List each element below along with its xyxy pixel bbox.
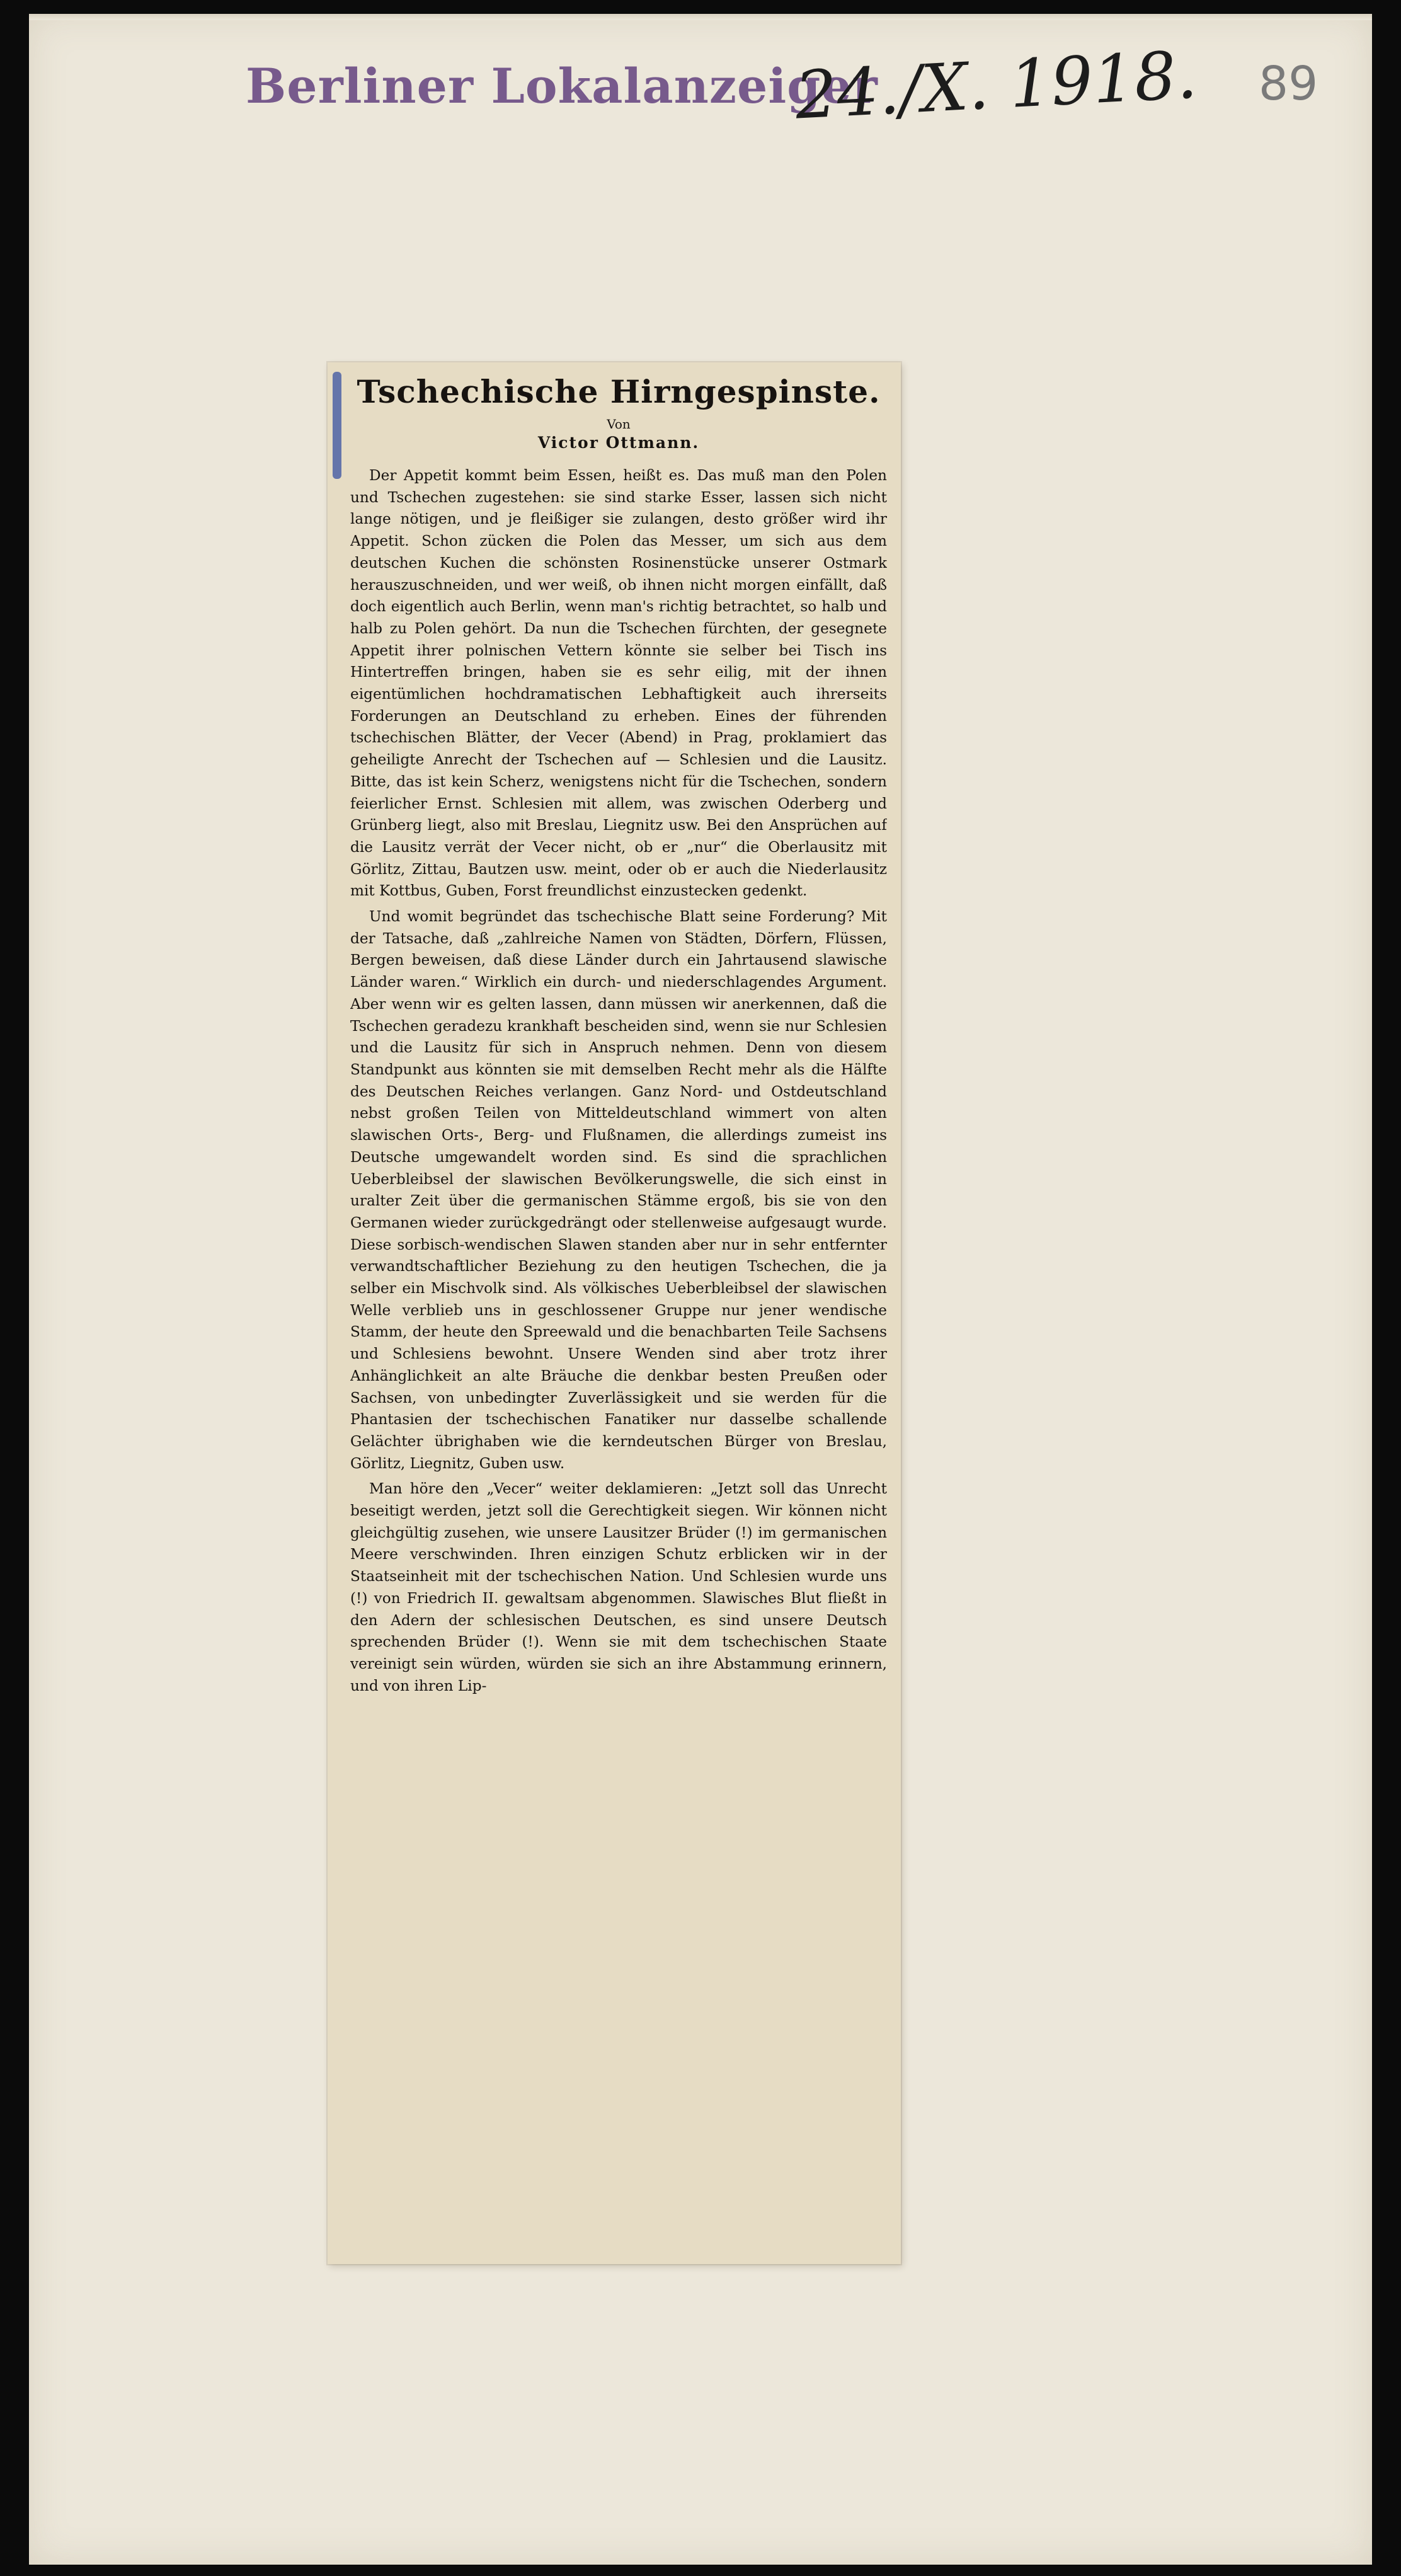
article-headline: Tschechische Hirngespinste.: [357, 373, 881, 410]
blue-pencil-mark: [333, 372, 341, 479]
article: [350, 372, 887, 2256]
byline-prefix: Von: [607, 417, 631, 432]
handwritten-date: 24./X. 1918.: [793, 36, 1199, 134]
article-paragraph: Und womit begründet das tschechische Blatt seine Forderung? Mit der Tatsache, daß „zahlreiche Namen von Städten, Dörfern, Flüssen, Bergen beweisen, daß diese Länder durch ein Jahrtausend slawische Länder waren.“ Wirklich ein durch- und niederschlagendes Argument. Aber wenn wir es gelten lassen, dann müssen wir anerkennen, daß die Tschechen geradezu krankhaft bescheiden sind, wenn sie nur Schlesien und die Lausitz für sich in Anspruch nehmen. Denn von diesem Standpunkt aus könnten sie mit demselben Recht mehr als die Hälfte des Deutschen Reiches verlangen. Ganz Nord- und Ostdeutschland nebst großen Teilen von Mitteldeutschland wimmert von alten slawischen Orts-, Berg- und Flußnamen, die allerdings zumeist ins Deutsche umgewandelt worden sind. Es sind die sprachlichen Ueberbleibsel der slawischen Bevölkerungswelle, die sich einst in uralter Zeit über die germanischen Stämme ergoß, bis sie von den Germanen wieder zurückgedrängt oder stellenweise aufgesaugt wurde. Diese sorbisch-wendischen Slawen standen aber nur in sehr entfernter verwandtschaftlicher Beziehung zu den heutigen Tschechen, die ja selber ein Mischvolk sind. Als völkisches Ueberbleibsel der slawischen Welle verblieb uns in geschlossener Gruppe nur jener wendische Stamm, der heute den Spreewald und die benachbarten Teile Sachsens und Schlesiens bewohnt. Unsere Wenden sind aber trotz ihrer Anhänglichkeit an alte Bräuche die denkbar besten Preußen oder Sachsen, von unbedingter Zuverlässigkeit und sie werden für die Phantasien der tschechischen Fanatiker nur dasselbe schallende Gelächter übrighaben wie die kerndeutschen Bürger von Breslau, Görlitz, Liegnitz, Guben usw.: [350, 908, 887, 1472]
article-paragraph: Der Appetit kommt beim Essen, heißt es. Das muß man den Polen und Tschechen zugestehen: sie sind starke Esser, lassen sich nicht lange nötigen, und je fleißiger sie zulangen, desto größer wird ihr Appetit. Schon zücken die Polen das Messer, um sich aus dem deutschen Kuchen die schönsten Rosinenstücke unserer Ostmark herauszuschneiden, und wer weiß, ob ihnen nicht morgen einfällt, daß doch eigentlich auch Berlin, wenn man's richtig betrachtet, so halb und halb zu Polen gehört. Da nun die Tschechen fürchten, der gesegnete Appetit ihrer polnischen Vettern könnte sie selber bei Tisch ins Hintertreffen bringen, haben sie es sehr eilig, mit der ihnen eigentümlichen hochdramatischen Lebhaftigkeit auch ihrerseits Forderungen an Deutschland zu erheben. Eines der führenden tschechischen Blätter, der Vecer (Abend) in Prag, proklamiert das geheiligte Anrecht der Tschechen auf — Schlesien und die Lausitz. Bitte, das ist kein Scherz, wenigstens nicht für die Tschechen, sondern feierlicher Ernst. Schlesien mit allem, was zwischen Oderberg und Grünberg liegt, also mit Breslau, Liegnitz usw. Bei den Ansprüchen auf die Lausitz verrät der Vecer nicht, ob er „nur“ die Oberlausitz mit Görlitz, Zittau, Bautzen usw. meint, oder ob er auch die Niederlausitz mit Kottbus, Guben, Forst freundlichst einzustecken gedenkt.: [350, 467, 887, 900]
sheet-edge: [29, 14, 1372, 20]
article-paragraph: Man höre den „Vecer“ weiter deklamieren: „Jetzt soll das Unrecht beseitigt werden, jetzt soll die Gerechtigkeit siegen. Wir können nicht gleichgültig zusehen, wie unsere Lausitzer Brüder (!) im germanischen Meere verschwinden. Ihren einzigen Schutz erblicken wir in der Staatseinheit mit der tschechischen Nation. Und Schlesien wurde uns (!) von Friedrich II. gewaltsam abgenommen. Slawisches Blut fließt in den Adern der schlesischen Deutschen, es sind unsere Deutsch sprechenden Brüder (!). Wenn sie mit dem tschechischen Staate vereinigt sein würden, würden sie sich an ihre Abstammung erinnern, und von ihren Lip-: [350, 1480, 887, 1694]
article-author: Victor Ottmann.: [537, 434, 700, 452]
newspaper-stamp: Berliner Lokalanzeiger: [246, 58, 878, 114]
folio-number: 89: [1259, 57, 1318, 111]
